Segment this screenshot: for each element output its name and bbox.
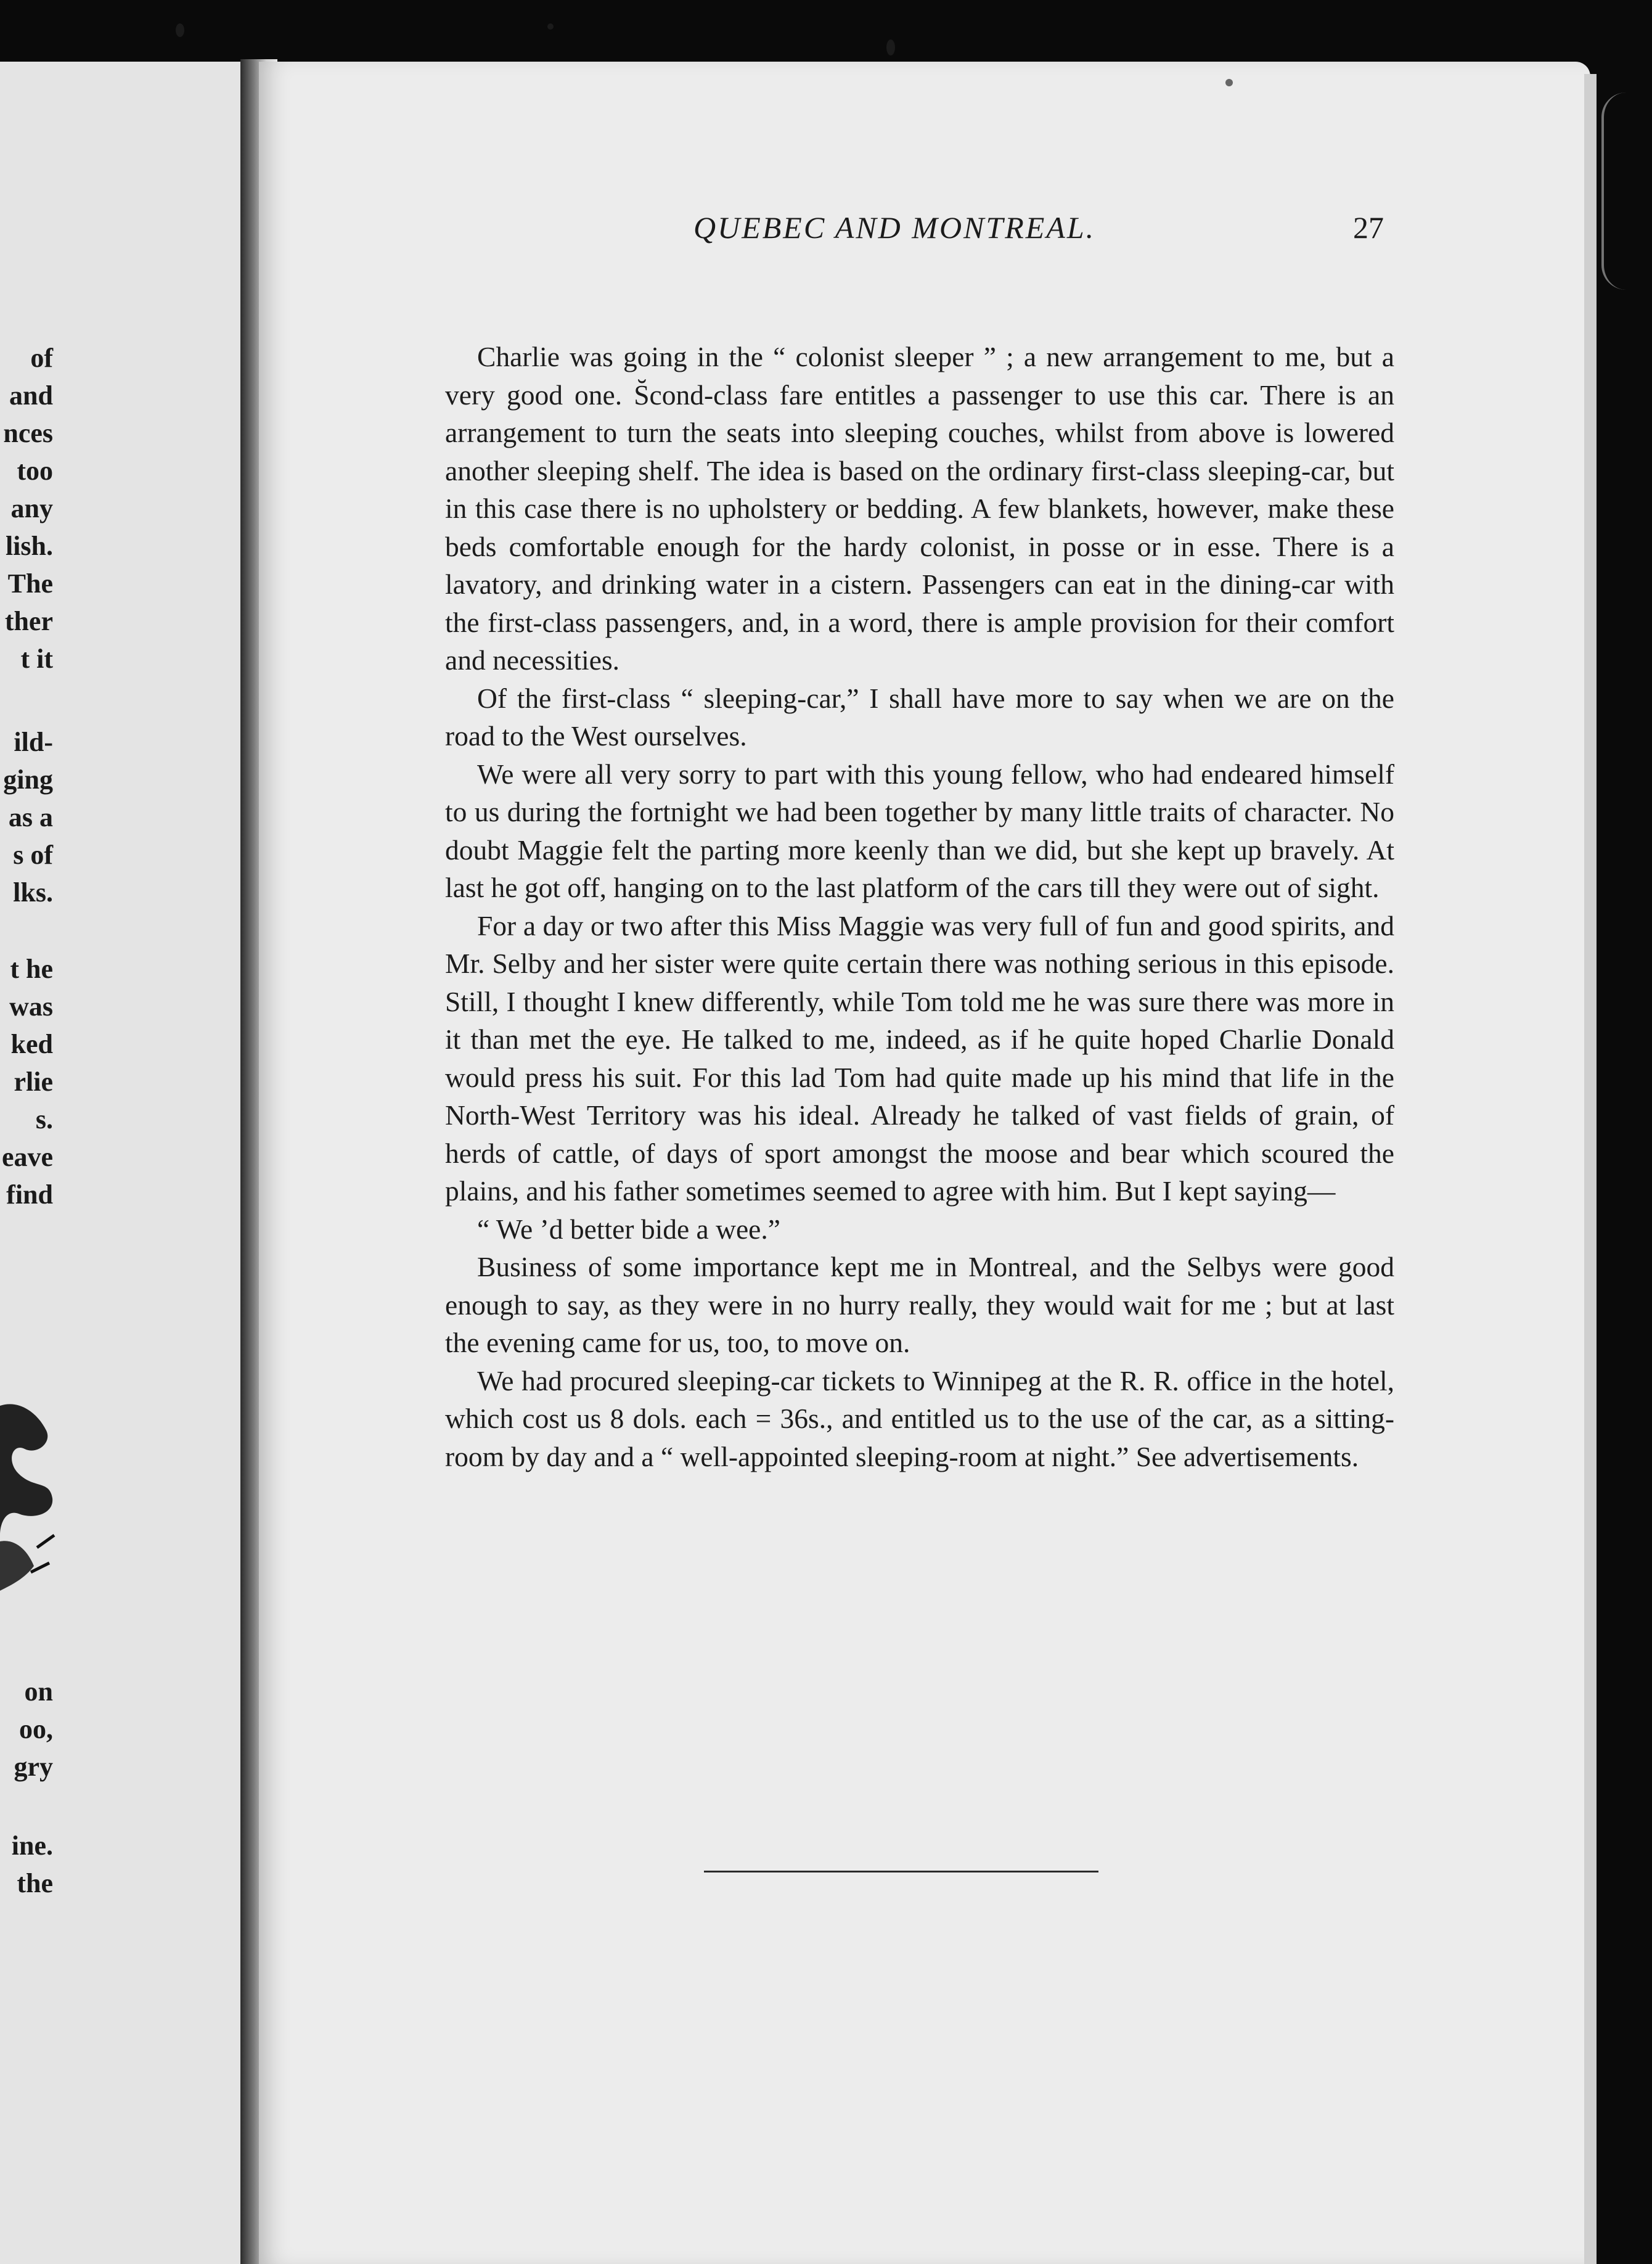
previous-page-line: rlie: [14, 1067, 53, 1097]
previous-page-line: t it: [20, 644, 53, 674]
paragraph: Of the first-class “ sleeping-car,” I shall have more to say when we are on the road to the West ourselves.: [445, 682, 1394, 752]
section-rule: [704, 1871, 1098, 1872]
previous-page-line: s.: [35, 1104, 53, 1134]
previous-page-line: and: [9, 380, 53, 411]
scan-speck: [176, 23, 184, 37]
previous-page-fragment: [0, 62, 247, 2264]
previous-page-line: gry: [14, 1752, 53, 1782]
page-number: 27: [1353, 210, 1384, 245]
previous-page-line: nces: [3, 418, 53, 448]
paragraph: Business of some importance kept me in Montreal, and the Selbys were good enough to say, as they were in no hurry really, they would wait for me ; but at last the evening came for us, too, to move on.: [445, 1251, 1394, 1358]
previous-page-line: ther: [4, 606, 53, 636]
previous-page-line: oo,: [19, 1714, 53, 1744]
previous-page-line: lish.: [5, 531, 53, 561]
previous-page-line: on: [24, 1676, 53, 1707]
previous-page-line: ine.: [11, 1831, 53, 1861]
previous-page-line: find: [6, 1179, 53, 1210]
paragraph: “ We ’d better bide a wee.”: [477, 1213, 780, 1245]
page-curl: [1601, 92, 1629, 290]
previous-page-line: of: [30, 343, 53, 373]
paragraph: Charlie was going in the “ colonist sleeper ” ; a new arrangement to me, but a very good one. S̆cond-class fare entitles a passenger to use this car. There is an arrangement to turn the seats into sleeping couches, whilst from above is lowered another sleeping shelf. The idea is based on the ordinary first-class sleeping-car, but in this case there is no upholstery or bedding. A few blankets, however, make these beds comfortable enough for the hardy colonist, in posse or in esse. There is a lavatory, and drinking water in a cistern. Passengers can eat in the dining-car with the first-class passengers, and, in a word, there is ample provision for their comfort and necessities.: [445, 341, 1394, 676]
previous-page-line: as a: [8, 802, 53, 832]
scan-speck: [547, 23, 554, 30]
running-head: QUEBEC AND MONTREAL.: [693, 210, 1096, 245]
previous-page-line: the: [17, 1868, 53, 1898]
previous-page-line: any: [10, 493, 53, 523]
previous-page-line: s of: [13, 840, 53, 870]
paragraph: For a day or two after this Miss Maggie was very full of fun and good spirits, and Mr. Selby and her sister were quite certain there was nothing serious in this episode. Still, I thought I knew differently, while Tom told me he was sure there was more in it than met the eye. He talked to me, indeed, as if he quite hoped Charlie Donald would press his suit. For this lad Tom had quite made up his mind that life in the North-West Territory was his ideal. Already he talked of vast fields of grain, of herds of cattle, of days of sport amongst the moose and bear which scoured the plains, and his father sometimes seemed to agree with him. But I kept saying—: [445, 909, 1394, 1207]
previous-page-line: The: [7, 568, 53, 599]
body-text: [445, 338, 1394, 1475]
scan-speck: [886, 39, 895, 55]
illustration-fragment: [0, 1381, 55, 1615]
previous-page-line: eave: [1, 1142, 53, 1172]
paragraph: We were all very sorry to part with this young fellow, who had endeared himself to us during the fortnight we had been together by many little traits of character. No doubt Maggie felt the parting more keenly than we did, but she kept up bravely. At last he got off, hanging on to the last platform of the cars till they were out of sight.: [445, 758, 1394, 903]
page-edge: [1584, 74, 1597, 2264]
previous-page-line: lks.: [13, 877, 53, 908]
previous-page-line: was: [9, 991, 53, 1022]
previous-page-line: too: [17, 456, 53, 486]
paragraph: We had procured sleeping-car tickets to Winnipeg at the R. R. office in the hotel, which cost us 8 dols. each = 36s., and entitled us to the use of the car, as a sitting-room by day and a “ well-appointed sleeping-room at night.” See advertisements.: [445, 1364, 1394, 1472]
previous-page-text: [0, 62, 55, 2264]
previous-page-line: ging: [3, 765, 53, 795]
previous-page-line: ild-: [14, 727, 53, 757]
previous-page-line: ked: [10, 1029, 53, 1059]
previous-page-line: t he: [10, 954, 53, 984]
scan-speck: [1225, 79, 1233, 86]
